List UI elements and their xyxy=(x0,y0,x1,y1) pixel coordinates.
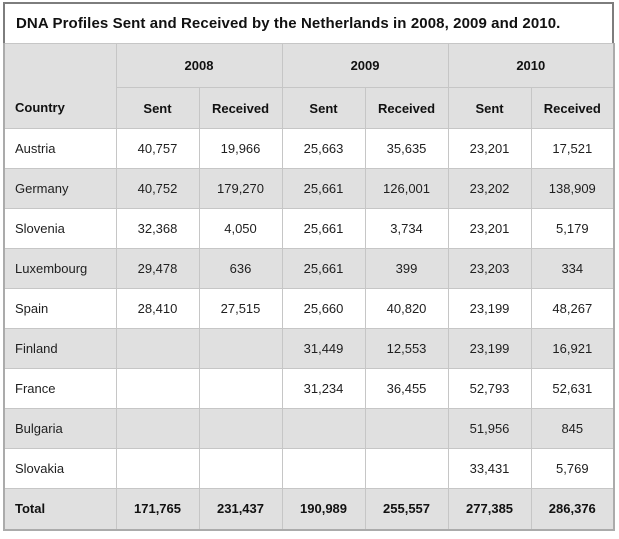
cell-value xyxy=(199,329,282,369)
cell-value: 32,368 xyxy=(116,209,199,249)
cell-value: 12,553 xyxy=(365,329,448,369)
cell-value: 5,179 xyxy=(531,209,614,249)
column-header-country: Country xyxy=(4,44,116,129)
cell-value: 25,661 xyxy=(282,249,365,289)
cell-value: 399 xyxy=(365,249,448,289)
cell-value: 23,202 xyxy=(448,169,531,209)
cell-value: 40,820 xyxy=(365,289,448,329)
table-row-slovenia xyxy=(4,209,614,249)
cell-value xyxy=(116,329,199,369)
cell-value: 5,769 xyxy=(531,449,614,489)
cell-value: 52,631 xyxy=(531,369,614,409)
country-label: Bulgaria xyxy=(4,409,116,449)
cell-value xyxy=(199,369,282,409)
report-title xyxy=(3,2,614,43)
cell-value xyxy=(199,449,282,489)
table-row-slovakia xyxy=(4,449,614,489)
header-2008-sent: Sent xyxy=(116,88,199,129)
cell-value: 36,455 xyxy=(365,369,448,409)
cell-value: 16,921 xyxy=(531,329,614,369)
cell-value: 23,203 xyxy=(448,249,531,289)
country-label: Slovenia xyxy=(4,209,116,249)
dna-profiles-table xyxy=(3,43,615,531)
total-value: 286,376 xyxy=(531,489,614,530)
total-value: 171,765 xyxy=(116,489,199,530)
cell-value: 636 xyxy=(199,249,282,289)
cell-value: 138,909 xyxy=(531,169,614,209)
cell-value: 25,661 xyxy=(282,169,365,209)
cell-value xyxy=(116,409,199,449)
cell-value: 126,001 xyxy=(365,169,448,209)
total-value: 190,989 xyxy=(282,489,365,530)
year-header-row xyxy=(4,44,614,88)
cell-value: 23,201 xyxy=(448,209,531,249)
year-header-2009: 2009 xyxy=(282,44,448,88)
cell-value xyxy=(365,449,448,489)
header-2008-received: Received xyxy=(199,88,282,129)
cell-value: 31,449 xyxy=(282,329,365,369)
total-value: 231,437 xyxy=(199,489,282,530)
cell-value: 17,521 xyxy=(531,129,614,169)
year-header-2008: 2008 xyxy=(116,44,282,88)
cell-value: 40,752 xyxy=(116,169,199,209)
cell-value: 25,660 xyxy=(282,289,365,329)
country-label: Slovakia xyxy=(4,449,116,489)
cell-value: 179,270 xyxy=(199,169,282,209)
header-2009-sent: Sent xyxy=(282,88,365,129)
total-value: 277,385 xyxy=(448,489,531,530)
cell-value: 33,431 xyxy=(448,449,531,489)
year-header-2010: 2010 xyxy=(448,44,614,88)
cell-value: 334 xyxy=(531,249,614,289)
cell-value: 27,515 xyxy=(199,289,282,329)
report-title-text: DNA Profiles Sent and Received by the Netherlands in 2008, 2009 and 2010. xyxy=(16,15,561,32)
cell-value: 31,234 xyxy=(282,369,365,409)
cell-value xyxy=(365,409,448,449)
header-2010-received: Received xyxy=(531,88,614,129)
cell-value: 4,050 xyxy=(199,209,282,249)
country-label: France xyxy=(4,369,116,409)
country-label: Germany xyxy=(4,169,116,209)
dna-profiles-report xyxy=(3,2,614,531)
table-row-bulgaria xyxy=(4,409,614,449)
header-2009-received: Received xyxy=(365,88,448,129)
header-2010-sent: Sent xyxy=(448,88,531,129)
total-value: 255,557 xyxy=(365,489,448,530)
cell-value xyxy=(199,409,282,449)
total-label: Total xyxy=(4,489,116,530)
table-row-germany xyxy=(4,169,614,209)
cell-value xyxy=(116,449,199,489)
country-label: Finland xyxy=(4,329,116,369)
cell-value: 845 xyxy=(531,409,614,449)
cell-value: 29,478 xyxy=(116,249,199,289)
country-label: Spain xyxy=(4,289,116,329)
country-label: Luxembourg xyxy=(4,249,116,289)
cell-value xyxy=(282,409,365,449)
cell-value: 23,199 xyxy=(448,329,531,369)
table-row-spain xyxy=(4,289,614,329)
table-row-austria xyxy=(4,129,614,169)
cell-value: 23,201 xyxy=(448,129,531,169)
cell-value: 28,410 xyxy=(116,289,199,329)
cell-value: 51,956 xyxy=(448,409,531,449)
cell-value: 48,267 xyxy=(531,289,614,329)
table-row-luxembourg xyxy=(4,249,614,289)
cell-value: 3,734 xyxy=(365,209,448,249)
table-row-france xyxy=(4,369,614,409)
cell-value: 35,635 xyxy=(365,129,448,169)
cell-value: 40,757 xyxy=(116,129,199,169)
cell-value: 52,793 xyxy=(448,369,531,409)
cell-value xyxy=(116,369,199,409)
cell-value: 19,966 xyxy=(199,129,282,169)
table-row-finland xyxy=(4,329,614,369)
cell-value xyxy=(282,449,365,489)
cell-value: 25,661 xyxy=(282,209,365,249)
country-label: Austria xyxy=(4,129,116,169)
table-row-total xyxy=(4,489,614,530)
cell-value: 25,663 xyxy=(282,129,365,169)
cell-value: 23,199 xyxy=(448,289,531,329)
